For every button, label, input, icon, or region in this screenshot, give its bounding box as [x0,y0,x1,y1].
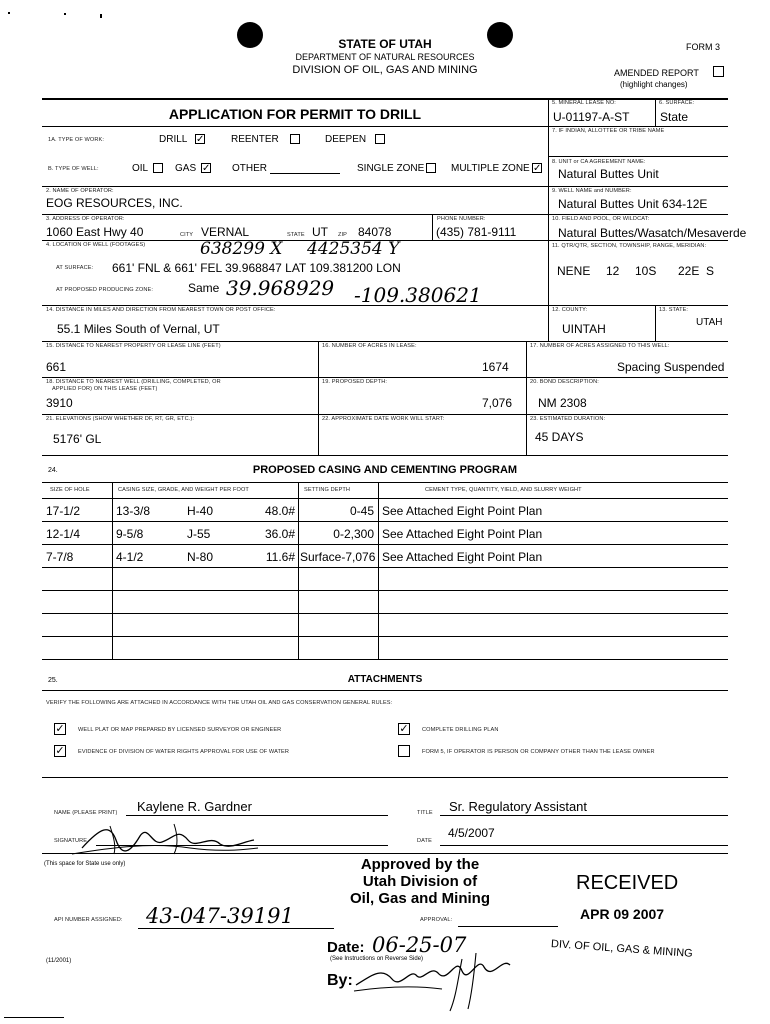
casing-row-3-grade[interactable]: N-80 [187,550,214,564]
other-fill-line [270,173,340,174]
title-value[interactable]: Sr. Regulatory Assistant [449,799,588,814]
rule [42,414,728,415]
casing-header-depth: SETTING DEPTH [304,487,351,493]
distance-town-value[interactable]: 55.1 Miles South of Vernal, UT [57,322,220,336]
rule [378,482,379,659]
deepen-checkbox[interactable] [375,134,385,144]
scan-mark [8,12,10,14]
rule [655,98,656,126]
casing-row-1-size[interactable]: 13-3/8 [116,504,151,518]
phone-value[interactable]: (435) 781-9111 [436,225,517,239]
producing-zone-value[interactable]: Same [188,281,220,295]
range-value[interactable]: 22E [678,264,700,278]
rule [42,777,728,778]
well-name-label: 9. WELL NAME and NUMBER: [552,188,632,194]
other-label: OTHER [232,163,267,174]
rule [42,98,728,100]
distance-well-label-line1: 18. DISTANCE TO NEAREST WELL (DRILLING, COMPLETED, OR [46,379,221,385]
location-label: 4. LOCATION OF WELL (FOOTAGES) [46,242,146,248]
stamp-by-label: By: [327,972,353,989]
qtr-value[interactable]: NENE [557,264,591,278]
zip-label: ZIP [338,232,348,238]
attachment-water-rights-checkbox[interactable]: ✓ [55,745,65,757]
received-stamp-date: APR 09 2007 [580,906,665,922]
casing-section-title: PROPOSED CASING AND CEMENTING PROGRAM [252,464,518,476]
date-label: DATE [417,838,432,844]
approver-signature [352,945,517,1015]
api-number-label: API NUMBER ASSIGNED: [54,917,123,923]
form-title: APPLICATION FOR PERMIT TO DRILL [168,106,422,122]
punch-hole-left [237,22,263,48]
state-label: STATE [287,232,305,238]
rule [655,305,656,341]
attachment-plat-checkbox[interactable]: ✓ [55,723,65,735]
surface-value[interactable]: State [660,110,689,124]
reenter-checkbox[interactable] [290,134,300,144]
gas-checkbox[interactable]: ✓ [202,163,211,174]
rule [42,341,728,342]
attachment-water-rights-label: EVIDENCE OF DIVISION OF WATER RIGHTS APPROVAL FOR USE OF WATER [78,749,290,755]
mineral-lease-label: 5. MINERAL LEASE NO: [552,100,616,106]
name-print-value[interactable]: Kaylene R. Gardner [137,799,252,814]
proposed-depth-label: 19. PROPOSED DEPTH: [322,379,388,385]
signature-label: SIGNATURE [54,838,88,844]
rule [318,341,319,455]
attachment-drilling-plan-checkbox[interactable]: ✓ [399,723,409,735]
attachment-plat-label: WELL PLAT OR MAP PREPARED BY LICENSED SURVEYOR OR ENGINEER [78,727,282,733]
acres-well-value[interactable]: Spacing Suspended [617,360,725,374]
drill-checkbox[interactable]: ✓ [196,134,205,145]
rule [42,214,728,215]
rule [42,853,728,854]
casing-row-3-hole[interactable]: 7-7/8 [46,550,74,564]
meridian-value[interactable]: S [706,264,715,278]
acres-lease-value[interactable]: 1674 [482,360,509,374]
rule [440,815,728,816]
casing-row-2-depth[interactable]: 0-2,300 [333,527,374,541]
attachment-drilling-plan-label: COMPLETE DRILLING PLAN [422,727,499,733]
city-label: CITY [180,232,194,238]
amended-report-checkbox[interactable] [713,66,724,77]
unit-agreement-label: 8. UNIT or CA AGREEMENT NAME: [552,159,646,165]
highlight-changes-note: (highlight changes) [620,80,688,89]
approval-label: APPROVAL: [420,917,453,923]
attachments-verify-text: VERIFY THE FOLLOWING ARE ATTACHED IN ACCORDANCE WITH THE UTAH OIL AND GAS CONSERVATION GENERAL RULES: [46,700,393,706]
distance-lease-label: 15. DISTANCE TO NEAREST PROPERTY OR LEASE LINE (FEET) [46,343,221,349]
attachments-section-number: 25. [48,677,58,684]
handwritten-latitude: 39.968929 [226,276,335,300]
field-pool-label: 10. FIELD AND POOL, OR WILDCAT: [552,216,650,222]
punch-hole-right [487,22,513,48]
casing-row-2-grade[interactable]: J-55 [187,527,211,541]
phone-label: PHONE NUMBER: [437,216,486,222]
oil-label: OIL [132,163,149,174]
attachments-title: ATTACHMENTS [347,674,423,685]
indian-tribe-label: 7. IF INDIAN, ALLOTTEE OR TRIBE NAME [552,128,665,134]
drill-label: DRILL [159,134,188,145]
title-label: TITLE [417,810,433,816]
rule [42,636,728,637]
city-value[interactable]: VERNAL [201,225,250,239]
rule [548,156,728,157]
approval-stamp-line2: Utah Division of [362,873,478,890]
acres-lease-label: 16. NUMBER OF ACRES IN LEASE: [322,343,417,349]
surface-label: 6. SURFACE: [659,100,695,106]
state-value[interactable]: UT [312,225,328,239]
attachment-form5-label: FORM 5, IF OPERATOR IS PERSON OR COMPANY OTHER THAN THE LEASE OWNER [422,749,655,755]
rule [42,613,728,614]
rule [432,214,433,240]
county-label: 12. COUNTY: [552,307,588,313]
casing-row-1-hole[interactable]: 17-1/2 [46,504,81,518]
proposed-depth-value[interactable]: 7,076 [482,396,513,410]
division-title: DIVISION OF OIL, GAS AND MINING [292,64,478,76]
casing-row-1-cement[interactable]: See Attached Eight Point Plan [382,504,543,518]
state-title: STATE OF UTAH [338,37,432,51]
rule [112,482,113,659]
casing-section-number: 24. [48,467,58,474]
amended-report-label: AMENDED REPORT [614,68,699,78]
state13-value[interactable]: UTAH [696,317,723,328]
gas-label: GAS [175,163,197,174]
casing-row-3-cement[interactable]: See Attached Eight Point Plan [382,550,543,564]
casing-header-size: CASING SIZE, GRADE, AND WEIGHT PER FOOT [118,487,249,493]
attachment-form5-checkbox[interactable] [398,745,410,757]
duration-value[interactable]: 45 DAYS [535,430,584,444]
form-number: FORM 3 [686,42,721,52]
rule [298,482,299,659]
rule [42,455,728,456]
date-value[interactable]: 4/5/2007 [448,826,495,840]
casing-header-cement: CEMENT TYPE, QUANTITY, YIELD, AND SLURRY WEIGHT [425,487,582,493]
rule [42,690,728,691]
field-pool-value[interactable]: Natural Buttes/Wasatch/Mesaverde [558,226,747,240]
handwritten-x-coordinate: 638299 X [200,239,283,259]
handwritten-longitude: -109.380621 [354,283,482,307]
casing-row-1-grade[interactable]: H-40 [187,504,214,518]
address-value[interactable]: 1060 East Hwy 40 [46,225,144,239]
stamp-date-value: 06-25-07 [372,933,467,957]
handwritten-y-coordinate: 4425354 Y [307,239,400,259]
rule [42,590,728,591]
casing-row-1-weight[interactable]: 48.0# [264,504,295,518]
scan-mark [64,13,66,15]
elevation-value[interactable]: 5176' GL [53,432,102,446]
address-label: 3. ADDRESS OF OPERATOR: [46,216,125,222]
producing-zone-label: AT PROPOSED PRODUCING ZONE: [56,287,153,293]
type-of-well-label: B. TYPE OF WELL: [48,166,99,172]
at-surface-label: AT SURFACE: [56,265,94,271]
rule [548,98,549,305]
reenter-label: REENTER [231,134,279,145]
well-name-value[interactable]: Natural Buttes Unit 634-12E [558,197,708,211]
scan-mark [100,14,102,18]
rule [42,544,728,545]
casing-row-3-depth[interactable]: Surface-7,076 [300,550,376,564]
approval-stamp-line3: Oil, Gas and Mining [349,890,490,907]
distance-well-value[interactable]: 3910 [46,396,73,410]
rule [126,815,388,816]
qtr-section-label: 11. QTR/QTR, SECTION, TOWNSHIP, RANGE, MERIDIAN: [552,243,707,249]
distance-lease-value[interactable]: 661 [46,360,67,374]
casing-header-hole: SIZE OF HOLE [50,487,90,493]
casing-row-2-size[interactable]: 9-5/8 [116,527,144,541]
department-title: DEPARTMENT OF NATURAL RESOURCES [295,52,475,62]
type-of-work-label: 1A. TYPE OF WORK: [48,137,104,143]
rule [42,521,728,522]
casing-row-1-depth[interactable]: 0-45 [349,504,374,518]
approval-stamp-line1: Approved by the [360,856,480,873]
rule [96,845,388,846]
see-instructions-note: (See Instructions on Reverse Side) [330,956,424,962]
county-value[interactable]: UINTAH [562,322,606,336]
acres-well-label: 17. NUMBER OF ACRES ASSIGNED TO THIS WELL: [530,343,670,349]
casing-row-3-size[interactable]: 4-1/2 [116,550,144,564]
rule [42,186,728,187]
form-revision-date: (11/2001) [46,958,72,964]
township-value[interactable]: 10S [635,264,657,278]
rule [440,845,728,846]
rule [42,659,728,660]
single-zone-label: SINGLE ZONE [357,163,425,174]
rule [458,926,558,927]
deepen-label: DEEPEN [325,134,367,145]
casing-row-2-weight[interactable]: 36.0# [264,527,295,541]
section-value[interactable]: 12 [606,264,620,278]
bond-value[interactable]: NM 2308 [538,396,587,410]
oil-checkbox[interactable] [153,163,163,173]
zip-value[interactable]: 84078 [358,225,392,239]
rule [42,498,728,499]
rule [548,305,549,341]
surface-location-value[interactable]: 661' FNL & 661' FEL 39.968847 LAT 109.381200 LON [112,261,401,275]
multiple-zone-label: MULTIPLE ZONE [451,163,530,174]
single-zone-checkbox[interactable] [426,163,436,173]
received-stamp: RECEIVED [576,872,679,894]
rule [42,567,728,568]
rule [42,377,728,378]
scan-mark [4,1017,64,1018]
state-use-note: (This space for State use only) [44,861,126,867]
rule [42,126,728,127]
casing-row-3-weight[interactable]: 11.6# [265,550,295,564]
state13-label: 13. STATE: [659,307,689,313]
received-stamp-division: DIV. OF OIL, GAS & MINING [550,938,694,960]
rule [526,341,527,455]
applicant-signature [70,818,260,858]
stamp-date-label: Date: [327,939,365,956]
unit-agreement-value[interactable]: Natural Buttes Unit [558,167,659,181]
elevation-label: 21. ELEVATIONS (SHOW WHETHER DF, RT, GR, ETC.): [46,416,194,422]
operator-value[interactable]: EOG RESOURCES, INC. [46,196,183,210]
approx-date-label: 22. APPROXIMATE DATE WORK WILL START: [322,416,445,422]
api-number-value[interactable]: 43-047-39191 [146,904,294,928]
distance-town-label: 14. DISTANCE IN MILES AND DIRECTION FROM NEAREST TOWN OR POST OFFICE: [46,307,276,313]
operator-label: 2. NAME OF OPERATOR: [46,188,114,194]
casing-row-2-hole[interactable]: 12-1/4 [46,527,81,541]
mineral-lease-value[interactable]: U-01197-A-ST [553,110,630,124]
rule [138,928,334,929]
rule [42,305,728,306]
bond-label: 20. BOND DESCRIPTION: [530,379,599,385]
distance-well-label-line2: APPLIED FOR) ON THIS LEASE (FEET) [52,386,158,392]
casing-row-2-cement[interactable]: See Attached Eight Point Plan [382,527,543,541]
duration-label: 23. ESTIMATED DURATION: [530,416,606,422]
rule [42,482,728,483]
name-print-label: NAME (PLEASE PRINT) [54,810,118,816]
multiple-zone-checkbox[interactable]: ✓ [533,163,542,174]
